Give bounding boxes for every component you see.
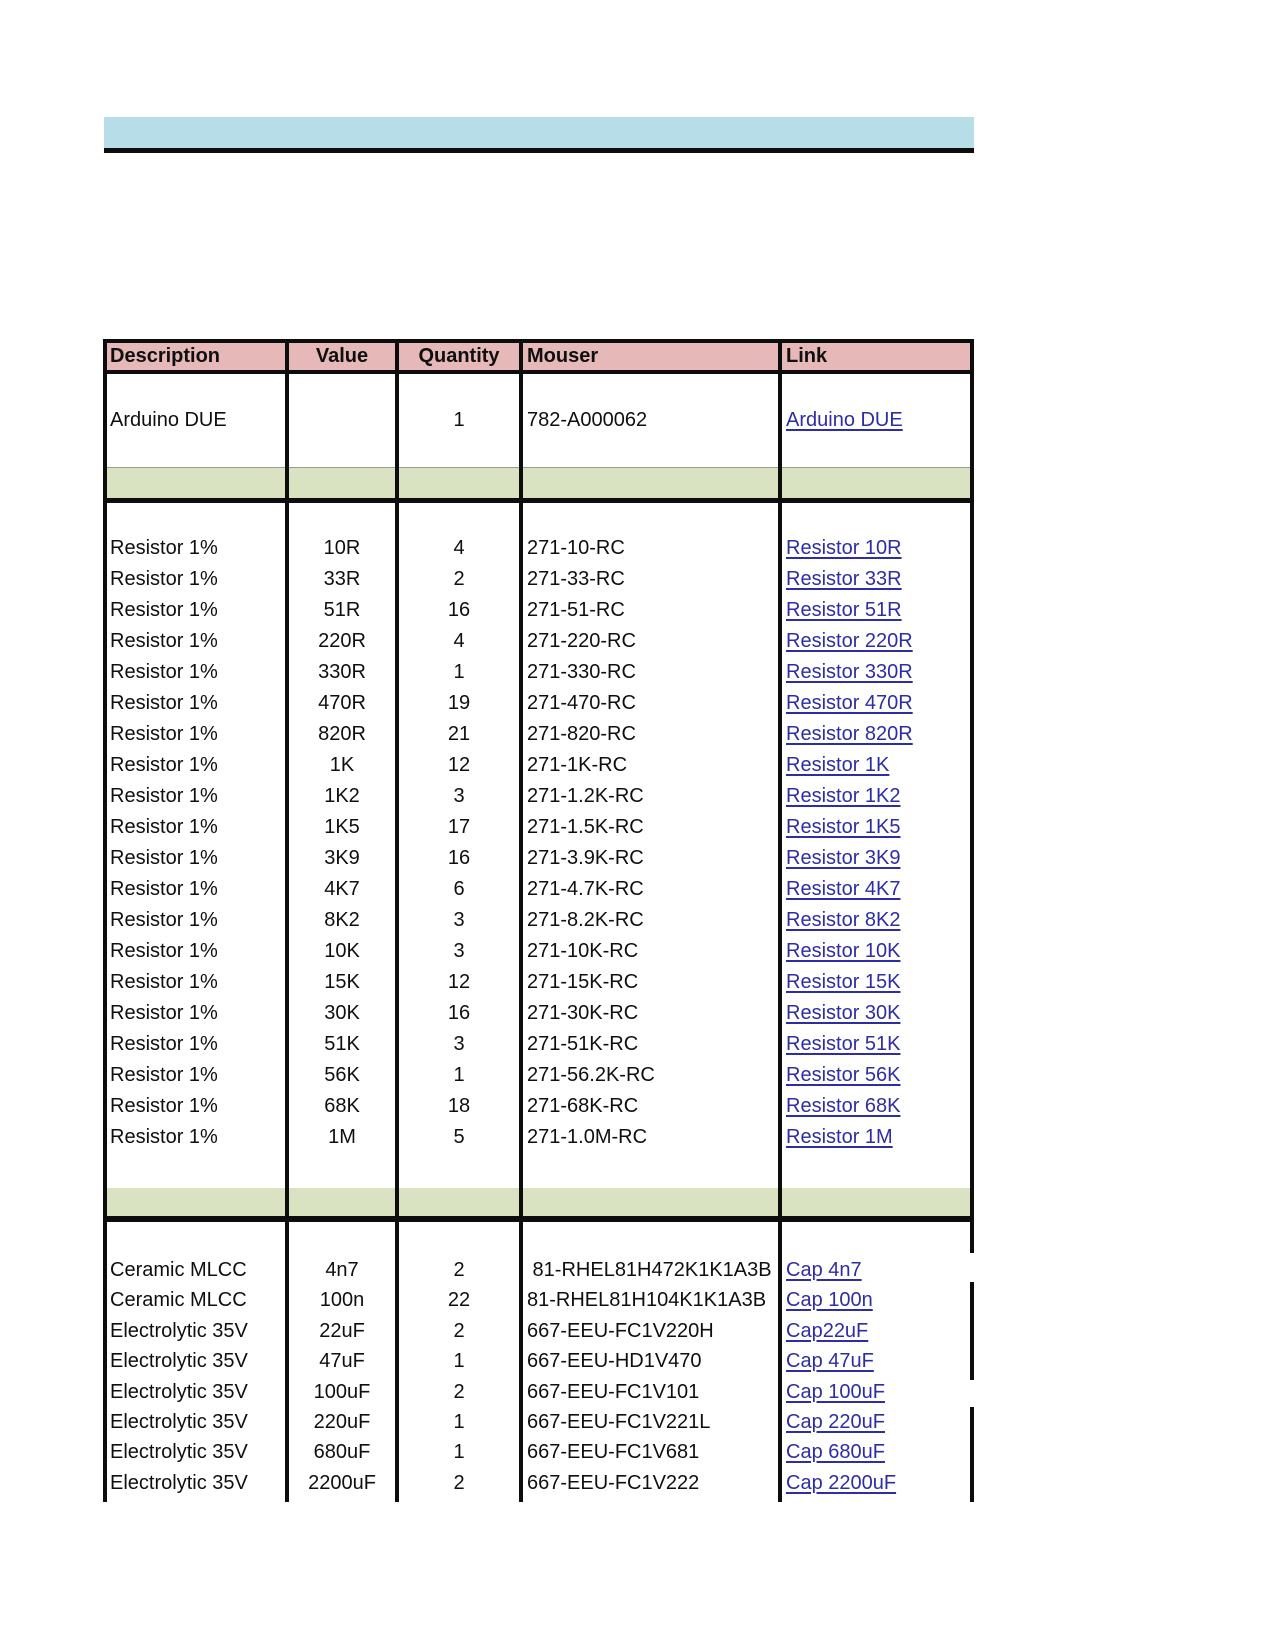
value-cell: 4K7: [324, 878, 360, 900]
mouser-cell: 271-3.9K-RC: [527, 847, 644, 869]
mouser-cell: 667-EEU-HD1V470: [527, 1350, 702, 1372]
part-link[interactable]: Cap 220uF: [786, 1411, 885, 1433]
quantity-cell: 21: [447, 723, 471, 745]
description-cell: Resistor 1%: [110, 568, 218, 590]
table-row: [103, 1091, 974, 1122]
quantity-cell: 3: [453, 1033, 465, 1055]
value-cell: 51K: [324, 1033, 360, 1055]
description-cell: Resistor 1%: [110, 1095, 218, 1117]
part-link[interactable]: Resistor 820R: [786, 723, 913, 745]
quantity-cell: 1: [453, 1411, 465, 1433]
value-cell: 33R: [323, 568, 361, 590]
link-cell: [782, 1285, 975, 1315]
mouser-cell: 271-56.2K-RC: [527, 1064, 655, 1086]
description-cell: Electrolytic 35V: [110, 1441, 248, 1463]
value-cell: 10R: [323, 537, 361, 559]
description-cell: Resistor 1%: [110, 1033, 218, 1055]
link-cell: [782, 874, 975, 905]
table-row: [103, 626, 974, 657]
mouser-cell: 271-51-RC: [527, 599, 625, 621]
quantity-cell: 22: [447, 1289, 471, 1311]
link-cell: [782, 1437, 975, 1467]
part-link[interactable]: Cap 100n: [786, 1289, 873, 1311]
top-accent-bar: [104, 117, 974, 148]
link-cell: [782, 1060, 975, 1091]
table-row: [103, 967, 974, 998]
mouser-cell: 271-10K-RC: [527, 940, 639, 962]
value-cell: 30K: [324, 1002, 360, 1024]
description-cell: Resistor 1%: [110, 1002, 218, 1024]
link-cell: [782, 781, 975, 812]
section-border: [103, 1216, 974, 1222]
mouser-cell: 667-EEU-FC1V101: [527, 1381, 700, 1403]
quantity-cell: 1: [453, 1350, 465, 1372]
part-link[interactable]: Resistor 56K: [786, 1064, 901, 1086]
mouser-cell: 271-1.0M-RC: [527, 1126, 648, 1148]
table-row: [103, 1255, 974, 1285]
link-cell: [782, 1029, 975, 1060]
table-row: [103, 374, 974, 467]
part-link[interactable]: Resistor 51R: [786, 599, 902, 621]
table-top-border: [103, 339, 974, 343]
description-cell: Resistor 1%: [110, 909, 218, 931]
description-cell: Resistor 1%: [110, 878, 218, 900]
value-cell: [289, 374, 395, 467]
value-cell: 680uF: [313, 1441, 371, 1463]
table-row: [103, 1316, 974, 1346]
link-cell: [782, 998, 975, 1029]
quantity-cell: 3: [453, 909, 465, 931]
value-cell: 470R: [318, 692, 366, 714]
mouser-cell: 271-330-RC: [527, 661, 636, 683]
table-row: [103, 1346, 974, 1376]
link-cell: [782, 688, 975, 719]
description-cell: Electrolytic 35V: [110, 1472, 248, 1494]
table-row: [103, 1377, 974, 1407]
column-divider: [285, 339, 289, 1502]
table-right-border: [970, 1282, 974, 1380]
value-cell: 100uF: [313, 1381, 371, 1403]
description-cell: Resistor 1%: [110, 754, 218, 776]
header-mouser: Mouser: [527, 345, 599, 367]
table-row: [103, 595, 974, 626]
link-cell: [782, 843, 975, 874]
table-row: [103, 657, 974, 688]
description-cell: Resistor 1%: [110, 785, 218, 807]
part-link[interactable]: Resistor 10R: [786, 537, 902, 559]
quantity-cell: 16: [447, 847, 471, 869]
table-row: [103, 781, 974, 812]
quantity-cell: 12: [447, 754, 471, 776]
header-bottom-border: [103, 370, 974, 374]
value-cell: 22uF: [319, 1320, 365, 1342]
column-divider: [519, 339, 523, 1502]
quantity-cell: 2: [453, 568, 465, 590]
table-row: [103, 998, 974, 1029]
table-row: [103, 812, 974, 843]
description-cell: Resistor 1%: [110, 661, 218, 683]
table-row: [103, 905, 974, 936]
part-link[interactable]: Cap 47uF: [786, 1350, 874, 1372]
part-link[interactable]: Resistor 33R: [786, 568, 902, 590]
mouser-cell: 271-1.5K-RC: [527, 816, 644, 838]
part-link[interactable]: Resistor 1M: [786, 1126, 893, 1148]
part-link[interactable]: Arduino DUE: [786, 409, 903, 431]
part-link[interactable]: Resistor 8K2: [786, 909, 901, 931]
quantity-cell: 17: [447, 816, 471, 838]
mouser-cell: 667-EEU-FC1V681: [527, 1441, 700, 1463]
part-link[interactable]: Resistor 4K7: [786, 878, 901, 900]
mouser-cell: 271-4.7K-RC: [527, 878, 644, 900]
description-cell: Resistor 1%: [110, 1126, 218, 1148]
link-cell: [782, 533, 975, 564]
quantity-cell: 3: [453, 940, 465, 962]
table-row: [103, 1285, 974, 1315]
section-border: [103, 498, 974, 503]
value-cell: 100n: [319, 1289, 365, 1311]
value-cell: 51R: [323, 599, 361, 621]
bom-table: [103, 339, 974, 1502]
mouser-cell: 271-30K-RC: [527, 1002, 639, 1024]
value-cell: 68K: [324, 1095, 360, 1117]
table-row: [103, 874, 974, 905]
link-cell: [782, 1316, 975, 1346]
mouser-cell: 271-33-RC: [527, 568, 625, 590]
mouser-cell: 271-1.2K-RC: [527, 785, 644, 807]
table-right-border: [970, 339, 974, 1253]
part-link[interactable]: Cap 4n7: [786, 1259, 862, 1281]
mouser-cell: 271-220-RC: [527, 630, 636, 652]
mouser-cell: 782-A000062: [527, 409, 648, 431]
part-link[interactable]: Resistor 470R: [786, 692, 913, 714]
quantity-cell: 2: [453, 1381, 465, 1403]
link-cell: [782, 657, 975, 688]
part-link[interactable]: Cap22uF: [786, 1320, 869, 1342]
quantity-cell: 5: [453, 1126, 465, 1148]
value-cell: 1K2: [324, 785, 360, 807]
link-cell: [782, 905, 975, 936]
link-cell: [782, 750, 975, 781]
link-cell: [782, 1468, 975, 1498]
link-cell: [782, 1122, 975, 1153]
description-cell: Resistor 1%: [110, 630, 218, 652]
quantity-cell: 2: [453, 1320, 465, 1342]
part-link[interactable]: Resistor 15K: [786, 971, 901, 993]
value-cell: 56K: [324, 1064, 360, 1086]
description-cell: Resistor 1%: [110, 971, 218, 993]
table-row: [103, 1122, 974, 1153]
link-cell: [782, 1255, 975, 1285]
quantity-cell: 3: [453, 785, 465, 807]
table-row: [103, 1060, 974, 1091]
value-cell: 220R: [318, 630, 366, 652]
link-cell: [782, 719, 975, 750]
mouser-cell: 81-RHEL81H104K1K1A3B: [527, 1289, 767, 1311]
part-link[interactable]: Resistor 220R: [786, 630, 913, 652]
table-row: [103, 1437, 974, 1467]
description-cell: Electrolytic 35V: [110, 1320, 248, 1342]
mouser-cell: 271-1K-RC: [527, 754, 628, 776]
description-cell: Resistor 1%: [110, 692, 218, 714]
header-value: Value: [315, 345, 369, 367]
mouser-cell: 271-10-RC: [527, 537, 625, 559]
description-cell: Electrolytic 35V: [110, 1350, 248, 1372]
part-link[interactable]: Resistor 68K: [786, 1095, 901, 1117]
link-cell: [782, 374, 975, 467]
header-description: Description: [110, 345, 221, 367]
description-cell: Resistor 1%: [110, 940, 218, 962]
quantity-cell: 4: [453, 537, 465, 559]
quantity-cell: 1: [453, 1441, 465, 1463]
part-link[interactable]: Cap 100uF: [786, 1381, 885, 1403]
quantity-cell: 1: [453, 661, 465, 683]
value-cell: 4n7: [325, 1259, 359, 1281]
link-cell: [782, 595, 975, 626]
mouser-cell: 81-RHEL81H472K1K1A3B: [527, 1259, 772, 1281]
value-cell: 2200uF: [308, 1472, 376, 1494]
description-cell: Resistor 1%: [110, 599, 218, 621]
description-cell: Resistor 1%: [110, 723, 218, 745]
table-row: [103, 688, 974, 719]
table-row: [103, 750, 974, 781]
part-link[interactable]: Cap 680uF: [786, 1441, 885, 1463]
value-cell: 8K2: [324, 909, 360, 931]
value-cell: 1M: [328, 1126, 356, 1148]
part-link[interactable]: Resistor 51K: [786, 1033, 901, 1055]
quantity-cell: 12: [447, 971, 471, 993]
value-cell: 220uF: [313, 1411, 371, 1433]
description-cell: Resistor 1%: [110, 847, 218, 869]
link-cell: [782, 1407, 975, 1437]
mouser-cell: 271-8.2K-RC: [527, 909, 644, 931]
header-link: Link: [786, 345, 828, 367]
value-cell: 1K5: [324, 816, 360, 838]
mouser-cell: 271-68K-RC: [527, 1095, 639, 1117]
link-cell: [782, 936, 975, 967]
mouser-cell: 271-51K-RC: [527, 1033, 639, 1055]
mouser-cell: 667-EEU-FC1V220H: [527, 1320, 714, 1342]
part-link[interactable]: Resistor 1K2: [786, 785, 901, 807]
quantity-cell: 4: [453, 630, 465, 652]
quantity-cell: 2: [453, 1472, 465, 1494]
link-cell: [782, 812, 975, 843]
value-cell: 1K: [329, 754, 355, 776]
top-accent-underline: [104, 148, 974, 153]
quantity-cell: 1: [453, 409, 465, 431]
description-cell: Resistor 1%: [110, 816, 218, 838]
value-cell: 820R: [318, 723, 366, 745]
quantity-cell: 16: [447, 599, 471, 621]
value-cell: 15K: [324, 971, 360, 993]
table-header-row: [103, 343, 974, 370]
table-row: [103, 843, 974, 874]
link-cell: [782, 967, 975, 998]
description-cell: Resistor 1%: [110, 537, 218, 559]
description-cell: Resistor 1%: [110, 1064, 218, 1086]
part-link[interactable]: Resistor 1K: [786, 754, 890, 776]
separator-row: [103, 1188, 974, 1216]
table-row: [103, 1407, 974, 1437]
value-cell: 10K: [324, 940, 360, 962]
table-row: [103, 719, 974, 750]
mouser-cell: 271-15K-RC: [527, 971, 639, 993]
part-link[interactable]: Resistor 10K: [786, 940, 901, 962]
link-cell: [782, 1377, 975, 1407]
table-row: [103, 1029, 974, 1060]
quantity-cell: 16: [447, 1002, 471, 1024]
part-link[interactable]: Resistor 1K5: [786, 816, 901, 838]
quantity-cell: 1: [453, 1064, 465, 1086]
column-divider: [395, 339, 399, 1502]
table-row: [103, 533, 974, 564]
value-cell: 3K9: [324, 847, 360, 869]
part-link[interactable]: Cap 2200uF: [786, 1472, 897, 1494]
value-cell: 47uF: [319, 1350, 365, 1372]
part-link[interactable]: Resistor 3K9: [786, 847, 901, 869]
table-right-border: [970, 1407, 974, 1502]
description-cell: Ceramic MLCC: [110, 1259, 247, 1281]
description-cell: Arduino DUE: [110, 409, 227, 431]
description-cell: Ceramic MLCC: [110, 1289, 247, 1311]
description-cell: Electrolytic 35V: [110, 1381, 248, 1403]
description-cell: Electrolytic 35V: [110, 1411, 248, 1433]
value-cell: 330R: [318, 661, 366, 683]
quantity-cell: 18: [447, 1095, 471, 1117]
part-link[interactable]: Resistor 330R: [786, 661, 913, 683]
part-link[interactable]: Resistor 30K: [786, 1002, 901, 1024]
quantity-cell: 2: [453, 1259, 465, 1281]
table-left-border: [103, 339, 107, 1502]
table-row: [103, 1468, 974, 1498]
mouser-cell: 271-820-RC: [527, 723, 636, 745]
link-cell: [782, 1091, 975, 1122]
separator-row: [103, 467, 974, 499]
mouser-cell: 667-EEU-FC1V222: [527, 1472, 700, 1494]
mouser-cell: 271-470-RC: [527, 692, 636, 714]
quantity-cell: 6: [453, 878, 465, 900]
link-cell: [782, 564, 975, 595]
link-cell: [782, 626, 975, 657]
link-cell: [782, 1346, 975, 1376]
quantity-cell: 19: [447, 692, 471, 714]
column-divider: [778, 339, 782, 1502]
table-row: [103, 936, 974, 967]
mouser-cell: 667-EEU-FC1V221L: [527, 1411, 711, 1433]
header-quantity: Quantity: [418, 345, 500, 367]
table-row: [103, 564, 974, 595]
